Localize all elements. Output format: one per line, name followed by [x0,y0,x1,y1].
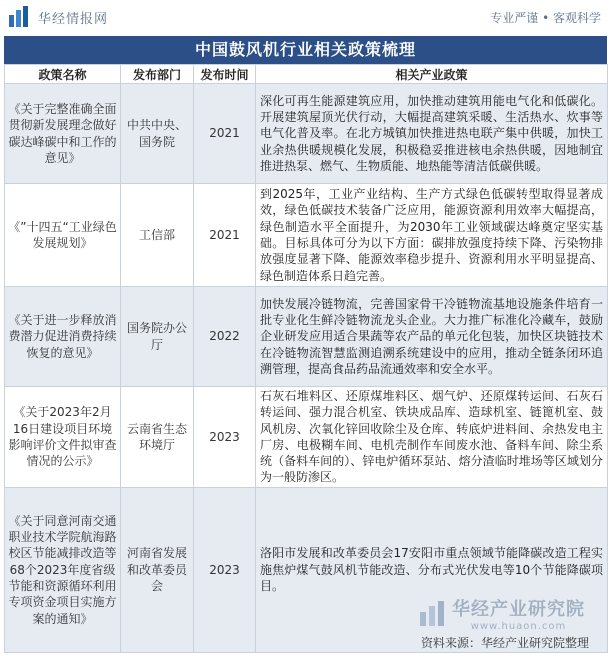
policy-content: 深化可再生能源建筑应用，加快推动建筑用能电气化和低碳化。开展建筑屋顶光伏行动，大幅提高建筑采暖、生活热水、炊事等电气化普及率。在北方城镇加快推进热电联产集中供暖，加快工业余热供暖规模化发展，积极稳妥推进核电余热供暖，因地制宜推进热泵、燃气、生物质能、地热能等清洁低碳供暖。 [256,84,608,184]
bar-chart-logo-icon [8,6,30,28]
policy-name: 《关于2023年2月16日建设项目环境影响评价文件拟审查情况的公示》 [5,387,121,488]
policy-dept: 国务院办公厅 [121,287,194,387]
policy-year: 2021 [194,84,256,184]
column-header-year: 发布时间 [194,65,256,84]
watermark-cn: 华经产业研究院 [452,599,585,620]
policy-content: 石灰石堆料区、还原煤堆料区、烟气炉、还原煤转运间、石灰石转运间、强力混合机室、铁块成品库、造球机室、链篦机室、鼓风机房、次氧化锌回收除尘及仓库、转底炉进料间、余热发电主厂房、电极糊车间、电机壳制作车间废水池、备料车间、除尘系统（备料车间的）、锌电炉循环泵站、熔分渣临时堆场等区域划分为一般防渗区。 [256,387,608,488]
policy-dept: 河南省发展和改革委员会 [121,487,194,652]
policy-year: 2021 [194,184,256,287]
table-row [5,84,608,184]
policy-year: 2022 [194,287,256,387]
column-header-dept: 发布部门 [121,65,194,84]
policy-dept: 云南省生态环境厅 [121,387,194,488]
policy-year: 2023 [194,387,256,488]
page-title: 中国鼓风机行业相关政策梳理 [4,36,607,64]
policy-name: 《关于进一步释放消费潜力促进消费持续恢复的意见》 [5,287,121,387]
policy-year: 2023 [194,487,256,652]
watermark-en: www.huaon.com [470,621,567,632]
top-bar [0,0,611,34]
column-header-name: 政策名称 [5,65,121,84]
watermark [420,595,585,632]
table-row [5,387,608,488]
policy-content: 到2025年，工业产业结构、生产方式绿色低碳转型取得显著成效，绿色低碳技术装备广泛应用，能源资源利用效率大幅提高，绿色制造水平全面提升，为2030年工业领域碳达峰奠定坚实基础。目标具体可分为以下方面：碳排放强度持续下降、污染物排放强度显著下降、能源效率稳步提升、资源利用水平明显提高、绿色制造体系日趋完善。 [256,184,608,287]
table-row [5,287,608,387]
column-header-content: 相关产业政策 [256,65,608,84]
policy-dept: 工信部 [121,184,194,287]
brand-logo[interactable] [8,6,108,28]
bar-chart-watermark-icon [420,601,446,627]
source-note: 资料来源：华经产业研究院整理 [420,636,589,650]
policy-dept: 中共中央、国务院 [121,84,194,184]
policy-name: 《”十四五“工业绿色发展规划》 [5,184,121,287]
brand-slogan: 专业严谨 • 客观科学 [490,11,601,25]
policy-name: 《关于完整准确全面贯彻新发展理念做好碳达峰碳中和工作的意见》 [5,84,121,184]
policy-content: 洛阳市发展和改革委员会17安阳市重点领域节能降碳改造工程实施焦炉煤气鼓风机节能改造、分布式光伏发电等10个节能降碳项目。 [256,487,608,652]
policy-content: 加快发展冷链物流，完善国家骨干冷链物流基地设施条件培育一批专业化生鲜冷链物流龙头企业。大力推广标准化冷藏车，鼓励企业研发应用适合果蔬等农产品的单元化包装，加快区块链技术在冷链物流智慧监测追溯系统建设中的应用，推动全链条闭环追溯管理，提高食品药品流通效率和安全水平。 [256,287,608,387]
brand-name: 华经情报网 [38,11,109,27]
table-header-row [5,65,608,84]
table-row [5,184,608,287]
policy-name: 《关于同意河南交通职业技术学院航海路校区节能减排改造等68个2023年度省级节能和资源循环利用专项资金项目实施方案的通知》 [5,487,121,652]
policy-table [4,64,608,653]
